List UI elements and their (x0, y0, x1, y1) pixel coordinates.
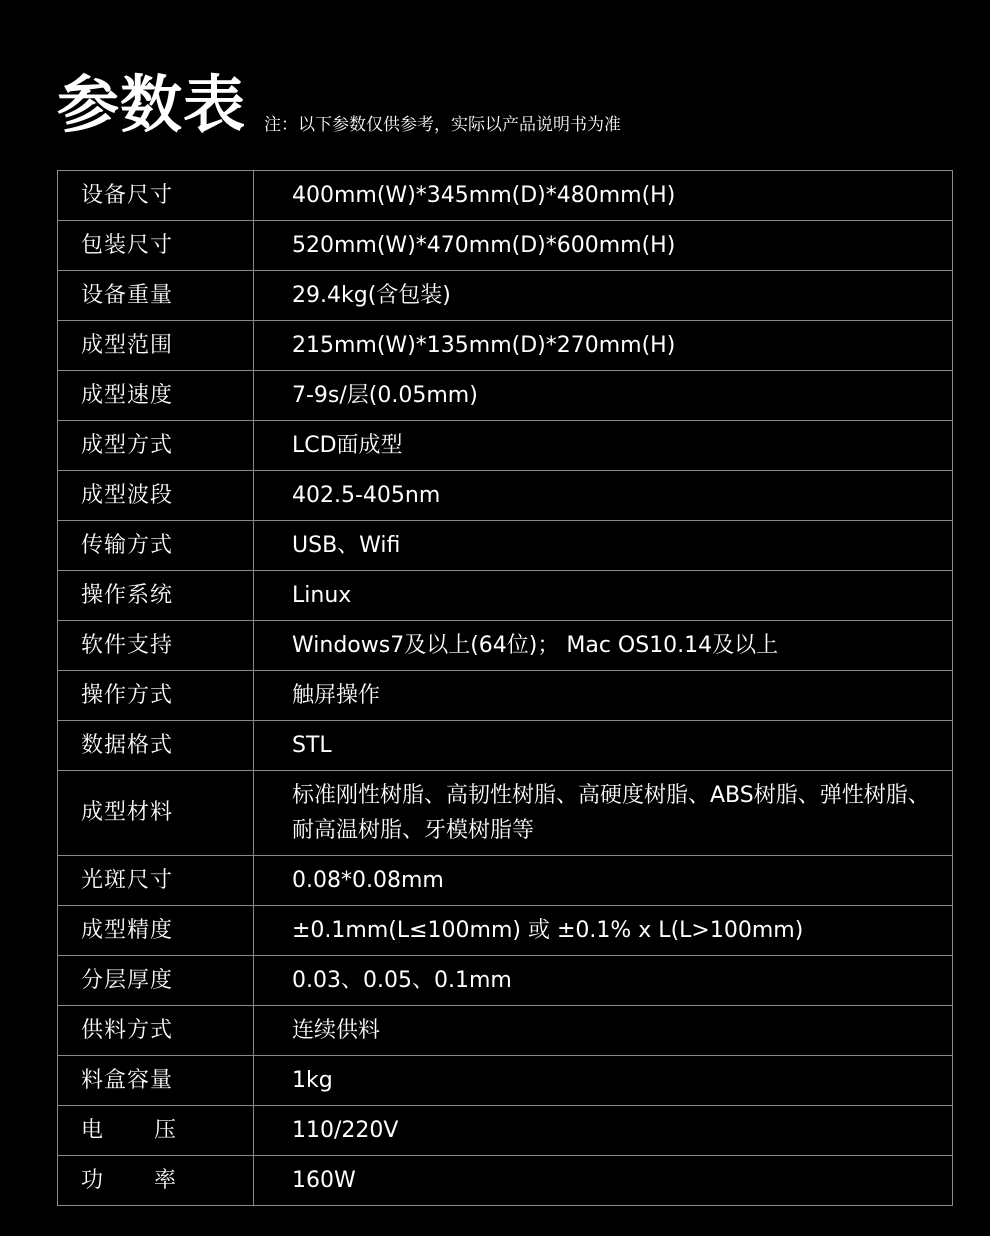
spec-value: STL (254, 721, 953, 771)
spec-value: 215mm(W)*135mm(D)*270mm(H) (254, 321, 953, 371)
page-header (57, 62, 621, 142)
spec-value: LCD面成型 (254, 421, 953, 471)
spec-row-file-format (58, 721, 953, 771)
spec-value: 160W (254, 1156, 953, 1206)
spec-row-feeding (58, 1006, 953, 1056)
spec-value: Windows7及以上(64位)； Mac OS10.14及以上 (254, 621, 953, 671)
spec-row-power (58, 1156, 953, 1206)
spec-value: 1kg (254, 1056, 953, 1106)
spec-label: 光斑尺寸 (58, 856, 254, 906)
spec-label: 操作方式 (58, 671, 254, 721)
spec-row-operation (58, 671, 953, 721)
spec-label: 成型范围 (58, 321, 254, 371)
spec-value: ±0.1mm(L≤100mm) 或 ±0.1% x L(L>100mm) (254, 906, 953, 956)
spec-label: 成型波段 (58, 471, 254, 521)
spec-value: 402.5-405nm (254, 471, 953, 521)
spec-label: 传输方式 (58, 521, 254, 571)
spec-label (58, 1156, 254, 1206)
spec-row-software (58, 621, 953, 671)
spec-row-cartridge-capacity (58, 1056, 953, 1106)
page-title: 参数表 (57, 68, 247, 141)
spec-label: 供料方式 (58, 1006, 254, 1056)
spec-label: 包装尺寸 (58, 221, 254, 271)
spec-row-materials (58, 771, 953, 856)
spec-row-spot-size (58, 856, 953, 906)
spec-value: USB、Wifi (254, 521, 953, 571)
spec-row-voltage (58, 1106, 953, 1156)
spec-row-wavelength (58, 471, 953, 521)
spec-row-layer-thickness (58, 956, 953, 1006)
spec-value: 0.08*0.08mm (254, 856, 953, 906)
spec-value: 400mm(W)*345mm(D)*480mm(H) (254, 171, 953, 221)
spec-label-char: 电 (81, 1117, 105, 1143)
spec-label-char: 功 (81, 1167, 105, 1193)
spec-row-weight (58, 271, 953, 321)
spec-value: 触屏操作 (254, 671, 953, 721)
spec-label: 操作系统 (58, 571, 254, 621)
spec-label: 数据格式 (58, 721, 254, 771)
spec-label: 成型速度 (58, 371, 254, 421)
spec-label (58, 1106, 254, 1156)
spec-value: 7-9s/层(0.05mm) (254, 371, 953, 421)
spec-value: 标准刚性树脂、高韧性树脂、高硬度树脂、ABS树脂、弹性树脂、耐高温树脂、牙模树脂等 (254, 771, 953, 856)
spec-value: 连续供料 (254, 1006, 953, 1056)
spec-row-os (58, 571, 953, 621)
spec-table (57, 170, 953, 1206)
spec-label: 设备尺寸 (58, 171, 254, 221)
spec-value: Linux (254, 571, 953, 621)
spec-row-print-speed (58, 371, 953, 421)
spec-value: 520mm(W)*470mm(D)*600mm(H) (254, 221, 953, 271)
spec-row-accuracy (58, 906, 953, 956)
spec-label: 分层厚度 (58, 956, 254, 1006)
spec-label-spaced (81, 1164, 177, 1198)
spec-row-technology (58, 421, 953, 471)
spec-row-connectivity (58, 521, 953, 571)
spec-row-device-size (58, 171, 953, 221)
spec-label: 成型方式 (58, 421, 254, 471)
spec-label-spaced (81, 1114, 177, 1148)
spec-value: 29.4kg(含包装) (254, 271, 953, 321)
spec-label-char: 压 (153, 1117, 177, 1143)
disclaimer-note: 注：以下参数仅供参考，实际以产品说明书为准 (264, 115, 622, 135)
spec-value: 110/220V (254, 1106, 953, 1156)
spec-label: 软件支持 (58, 621, 254, 671)
spec-label: 设备重量 (58, 271, 254, 321)
spec-value: 0.03、0.05、0.1mm (254, 956, 953, 1006)
spec-row-build-volume (58, 321, 953, 371)
spec-label: 料盒容量 (58, 1056, 254, 1106)
spec-label: 成型精度 (58, 906, 254, 956)
spec-label-char: 率 (153, 1167, 177, 1193)
spec-row-package-size (58, 221, 953, 271)
spec-label: 成型材料 (58, 771, 254, 856)
